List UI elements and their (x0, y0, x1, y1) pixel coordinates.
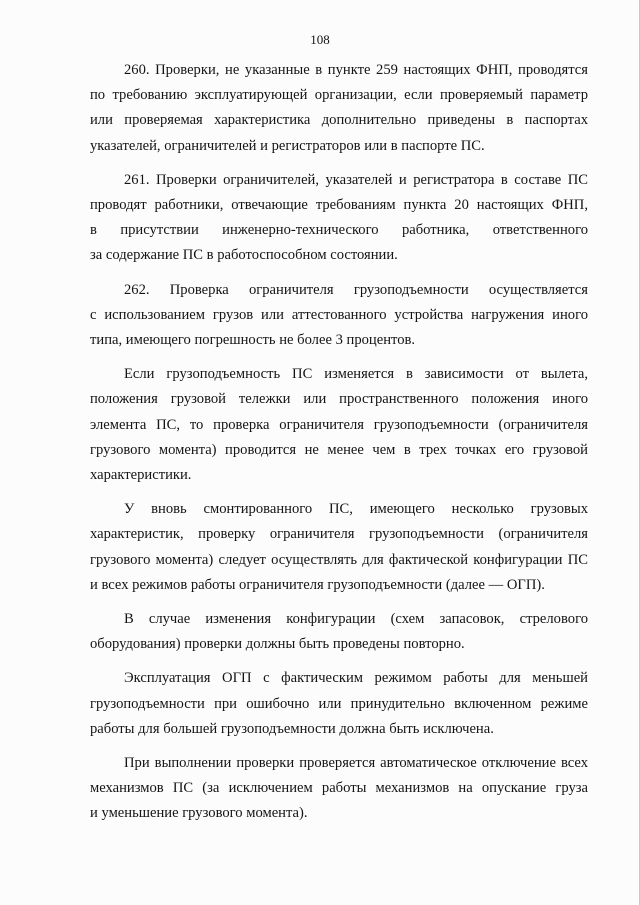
text-line: 262. Проверка ограничителя грузоподъемности осуществляется (124, 281, 588, 298)
document-body (90, 58, 588, 836)
paragraph-automatic-shutdown (90, 751, 588, 827)
paragraph-262 (90, 278, 588, 354)
text-line: Если грузоподъемность ПС изменяется в зависимости от вылета, (124, 366, 588, 383)
paragraph-ogp-operation (90, 666, 588, 742)
text-line: 261. Проверки ограничителей, указателей и регистратора в составе ПС (124, 171, 588, 188)
text-line: в присутствии инженерно-технического работника, ответственного (90, 222, 588, 239)
paragraph-configuration-change (90, 607, 588, 657)
text-line: и уменьшение грузового момента). (90, 805, 308, 822)
text-line: работы для большей грузоподъемности должна быть исключена. (90, 720, 494, 737)
text-line: характеристик, проверку ограничителя грузоподъемности (ограничителя (90, 526, 588, 543)
paragraph-260 (90, 58, 588, 159)
text-line: грузового момента) следует осуществлять для фактической конфигурации ПС (90, 551, 588, 568)
text-line: и всех режимов работы ограничителя грузоподъемности (далее — ОГП). (90, 576, 545, 593)
text-line: грузового момента) проводится не менее чем в трех точках его грузовой (90, 441, 588, 458)
text-line: за содержание ПС в работоспособном состоянии. (90, 247, 398, 264)
paragraph-261 (90, 168, 588, 269)
text-line: проводят работники, отвечающие требованиям пункта 20 настоящих ФНП, (90, 197, 588, 214)
text-line: по требованию эксплуатирующей организации, если проверяемый параметр (90, 87, 588, 104)
text-line: с использованием грузов или аттестованного устройства нагружения иного (90, 306, 588, 323)
text-line: В случае изменения конфигурации (схем запасовок, стрелового (124, 611, 588, 628)
text-line: оборудования) проверки должны быть проведены повторно. (90, 636, 465, 653)
text-line: грузоподъемности при ошибочно или принудительно включенном режиме (90, 695, 588, 712)
text-line: Эксплуатация ОГП с фактическим режимом работы для меньшей (124, 670, 588, 687)
text-line: элемента ПС, то проверка ограничителя грузоподъемности (ограничителя (90, 416, 588, 433)
paragraph-newly-mounted (90, 497, 588, 598)
text-line: У вновь смонтированного ПС, имеющего несколько грузовых (124, 501, 588, 518)
text-line: 260. Проверки, не указанные в пункте 259 настоящих ФНП, проводятся (124, 62, 588, 78)
text-line: механизмов ПС (за исключением работы механизмов на опускание груза (90, 780, 588, 797)
page-number: 108 (310, 32, 330, 47)
text-line: типа, имеющего погрешность не более 3 процентов. (90, 332, 416, 349)
text-line: При выполнении проверки проверяется автоматическое отключение всех (124, 755, 588, 772)
text-line: или проверяемая характеристика дополнительно приведены в паспортах (90, 112, 588, 129)
paragraph-load-capacity-variation (90, 362, 588, 488)
text-line: положения грузовой тележки или пространственного положения иного (90, 391, 588, 408)
text-line: указателей, ограничителей и регистраторов или в паспорте ПС. (90, 137, 485, 154)
text-line: характеристики. (90, 467, 192, 484)
